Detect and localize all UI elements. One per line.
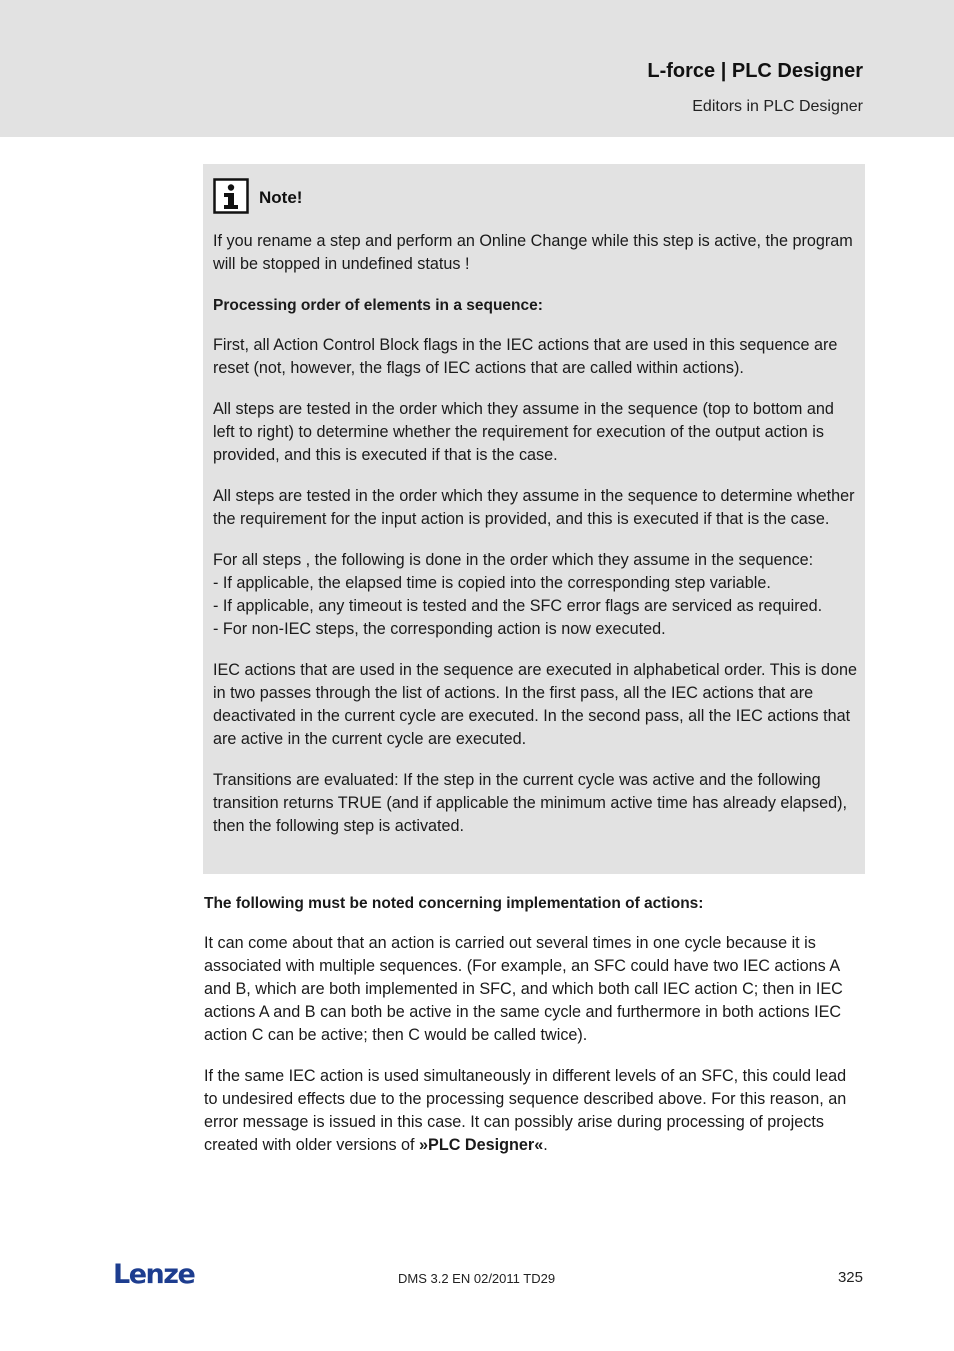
note-paragraph: If you rename a step and perform an Online Change while this step is active, the program will be stopped in undefined status !	[213, 232, 853, 273]
page-number: 325	[837, 1269, 863, 1286]
header-title: L-force | PLC Designer	[647, 60, 863, 82]
body-paragraph	[204, 1065, 864, 1157]
note-paragraph: For all steps , the following is done in the order which they assume in the sequence: - If applicable, the elapsed time is copied into the corresponding step variable. - If applicable, any timeout is tested and the SFC error flags are serviced as required. - For non-IEC steps, the corresponding action is now executed.	[213, 551, 823, 638]
product-name: »PLC Designer«	[419, 1136, 544, 1154]
note-paragraph: All steps are tested in the order which they assume in the sequence (top to bottom and left to right) to determine whether the requirement for execution of the output action is provided, and this is executed if that is the case.	[213, 400, 834, 464]
note-subheading: Processing order of elements in a sequence:	[213, 297, 543, 314]
section-heading: The following must be noted concerning implementation of actions:	[204, 895, 704, 912]
page-header	[0, 0, 954, 137]
body-paragraph: It can come about that an action is carried out several times in one cycle because it is associated with multiple sequences. (For example, an SFC could have two IEC actions A and B, which are both implemented in SFC, and which both call IEC action C; then in IEC actions A and B can both be active in the same cycle and furthermore in both actions IEC action C can be active; then C would be called twice).	[204, 934, 843, 1044]
body-paragraph-text: If the same IEC action is used simultaneously in different levels of an SFC, this could lead to undesired effects due to the processing sequence described above. For this reason, an error message is issued in this case. It can possibly arise during processing of projects created with older versions of	[204, 1067, 847, 1154]
note-paragraph: IEC actions that are used in the sequence are executed in alphabetical order. This is done in two passes through the list of actions. In the first pass, all the IEC actions that are deactivated in the current cycle are executed. In the second pass, all the IEC actions that are active in the current cycle are executed.	[213, 661, 858, 748]
note-paragraph: First, all Action Control Block flags in the IEC actions that are used in this sequence are reset (not, however, the flags of IEC actions that are called within actions).	[213, 336, 838, 377]
header-subtitle: Editors in PLC Designer	[692, 98, 863, 115]
note-paragraph: Transitions are evaluated: If the step in the current cycle was active and the following transition returns TRUE (and if applicable the minimum active time has already elapsed), then the following step is activated.	[213, 771, 847, 835]
lenze-logo: Lenze	[113, 1259, 195, 1290]
note-box	[203, 164, 865, 874]
info-icon	[213, 178, 249, 214]
note-body	[213, 230, 858, 856]
note-paragraph: All steps are tested in the order which they assume in the sequence to determine whether the requirement for the input action is provided, and this is executed if that is the case.	[213, 487, 855, 528]
body-paragraph-end: .	[543, 1136, 548, 1154]
note-title: Note!	[259, 188, 303, 207]
main-content	[204, 892, 864, 1175]
document-id: DMS 3.2 EN 02/2011 TD29	[398, 1271, 556, 1286]
